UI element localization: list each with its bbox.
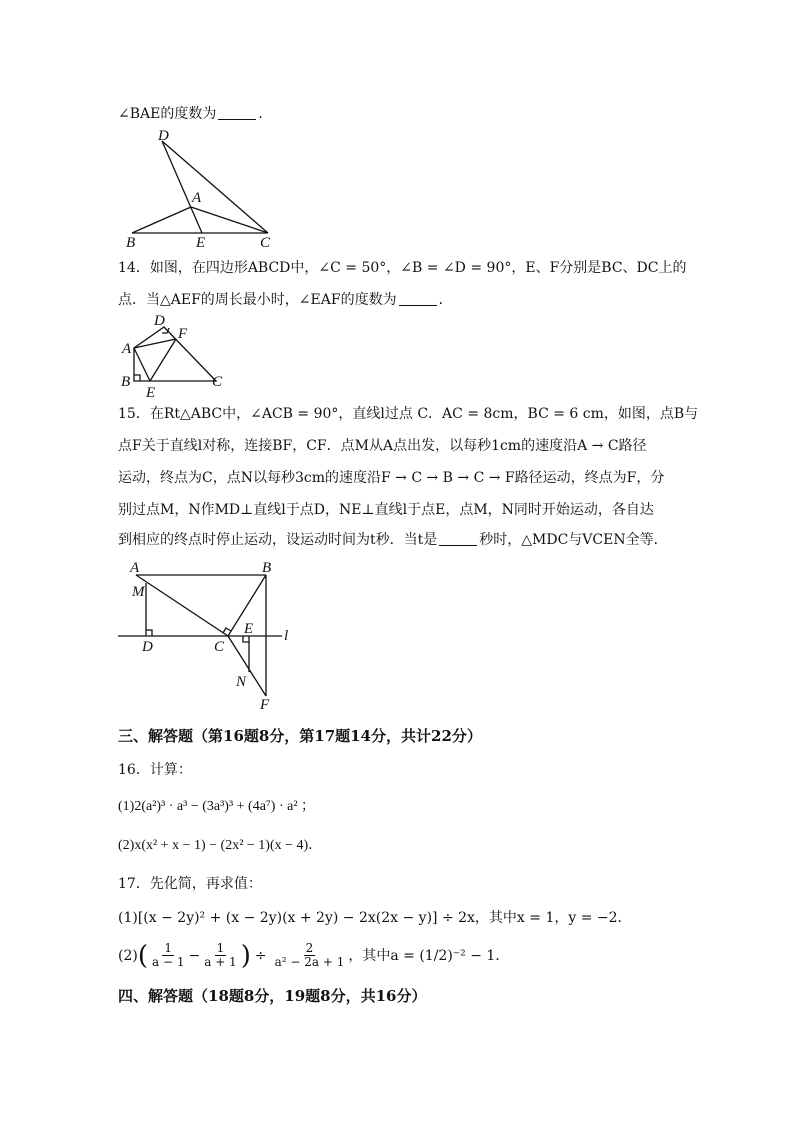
segment-ba bbox=[132, 207, 191, 233]
q17-part-2-prefix: (2) bbox=[118, 947, 138, 964]
q13-end: . bbox=[258, 106, 263, 122]
label-c: C bbox=[260, 235, 271, 250]
label-l: l bbox=[284, 628, 289, 644]
label-e: E bbox=[146, 385, 156, 400]
figure-15 bbox=[112, 556, 302, 712]
segment-ae bbox=[134, 348, 150, 381]
label-m: M bbox=[132, 584, 145, 600]
label-c: C bbox=[214, 639, 225, 655]
segment-de bbox=[162, 141, 202, 233]
answer-blank bbox=[218, 105, 256, 120]
q17-part-2 bbox=[118, 942, 509, 969]
fraction-1 bbox=[150, 942, 186, 969]
q13-tail bbox=[118, 104, 263, 124]
right-angle-b bbox=[134, 375, 140, 381]
divide-sign: ÷ bbox=[254, 947, 267, 964]
q13-text: ∠BAE的度数为 bbox=[118, 106, 217, 122]
q17-title: 17．先化简，再求值： bbox=[118, 876, 262, 892]
label-d: D bbox=[158, 128, 169, 144]
fraction-1-den: a − 1 bbox=[152, 955, 185, 969]
q15-line-4: 别过点M，N作MD⊥直线l于点D，NE⊥直线l于点E，点M，N同时开始运动，各自达 bbox=[118, 502, 654, 518]
right-angle-d bbox=[146, 630, 152, 636]
minus-sign: − bbox=[188, 947, 201, 964]
fraction-2-num: 1 bbox=[216, 941, 225, 955]
label-d: D bbox=[142, 639, 153, 655]
q15-text: 到相应的终点时停止运动，设运动时间为t秒．当t是 bbox=[118, 532, 438, 548]
answer-blank bbox=[399, 291, 437, 306]
label-b: B bbox=[126, 235, 136, 250]
label-d: D bbox=[154, 313, 165, 329]
q16-part-2: (2)x(x² + x − 1) − (2x² − 1)(x − 4)． bbox=[118, 838, 323, 853]
q15-line-1: 15．在Rt△ABC中，∠ACB = 90°，直线l过点 C．AC = 8cm，BC = 6 cm，如图，点B与 bbox=[118, 406, 699, 422]
section-4-heading: 四、解答题（18题8分，19题8分，共16分） bbox=[118, 987, 427, 1005]
q16-part-1: (1)2(a²)³ · a³ − (3a³)³ + (4a⁷) · a² ； bbox=[118, 799, 316, 814]
close-paren: ) bbox=[240, 940, 251, 971]
section-3-heading: 三、解答题（第16题8分，第17题14分，共计22分） bbox=[118, 727, 482, 745]
q14-line-2 bbox=[118, 290, 453, 310]
q14-text: 点．当△AEF的周长最小时，∠EAF的度数为 bbox=[118, 292, 397, 308]
figure-13 bbox=[120, 126, 290, 250]
label-a: A bbox=[130, 560, 140, 576]
q14-end: ． bbox=[438, 292, 453, 308]
q15-line-3: 运动，终点为C，点N以每秒3cm的速度沿F → C → B → C → F路径运动，终点为F，分 bbox=[118, 470, 665, 486]
segment-cf bbox=[228, 636, 266, 696]
fraction-2-den: a + 1 bbox=[204, 955, 237, 969]
q17-part-2-suffix: ，其中a = (1/2)⁻² − 1． bbox=[348, 947, 510, 964]
label-c: C bbox=[212, 374, 223, 390]
q15-line-2: 点F关于直线l对称，连接BF，CF．点M从A点出发，以每秒1cm的速度沿A → C路径 bbox=[118, 438, 647, 454]
segment-ac bbox=[191, 207, 268, 233]
label-a: A bbox=[122, 341, 132, 357]
open-paren: ( bbox=[137, 940, 148, 971]
label-b: B bbox=[121, 374, 131, 390]
label-b: B bbox=[262, 560, 272, 576]
segment-dc bbox=[162, 141, 268, 233]
fraction-3-den: a² − 2a + 1 bbox=[274, 955, 345, 969]
fraction-1-num: 1 bbox=[164, 941, 173, 955]
label-n: N bbox=[236, 674, 247, 690]
label-f: F bbox=[178, 326, 188, 342]
q17-part-1: (1)[(x − 2y)² + (x − 2y)(x + 2y) − 2x(2x − y)] ÷ 2x，其中x = 1，y = −2． bbox=[118, 910, 632, 926]
label-f: F bbox=[260, 697, 270, 712]
segment-ac bbox=[136, 575, 228, 636]
q15-end: 秒时，△MDC与VCEN全等． bbox=[479, 532, 668, 548]
fraction-3-num: 2 bbox=[305, 941, 314, 955]
segment-ef bbox=[150, 339, 176, 381]
q15-line-5 bbox=[118, 530, 668, 550]
label-e: E bbox=[196, 235, 206, 250]
label-e: E bbox=[244, 621, 254, 637]
figure-14 bbox=[118, 312, 238, 400]
q16-title: 16．计算： bbox=[118, 762, 192, 778]
fraction-2 bbox=[202, 942, 238, 969]
fraction-3 bbox=[273, 942, 347, 969]
q14-line-1: 14．如图，在四边形ABCD中，∠C = 50°，∠B = ∠D = 90°，E、F分别是BC、DC上的 bbox=[118, 260, 687, 276]
label-a: A bbox=[192, 190, 202, 206]
answer-blank bbox=[439, 531, 477, 546]
